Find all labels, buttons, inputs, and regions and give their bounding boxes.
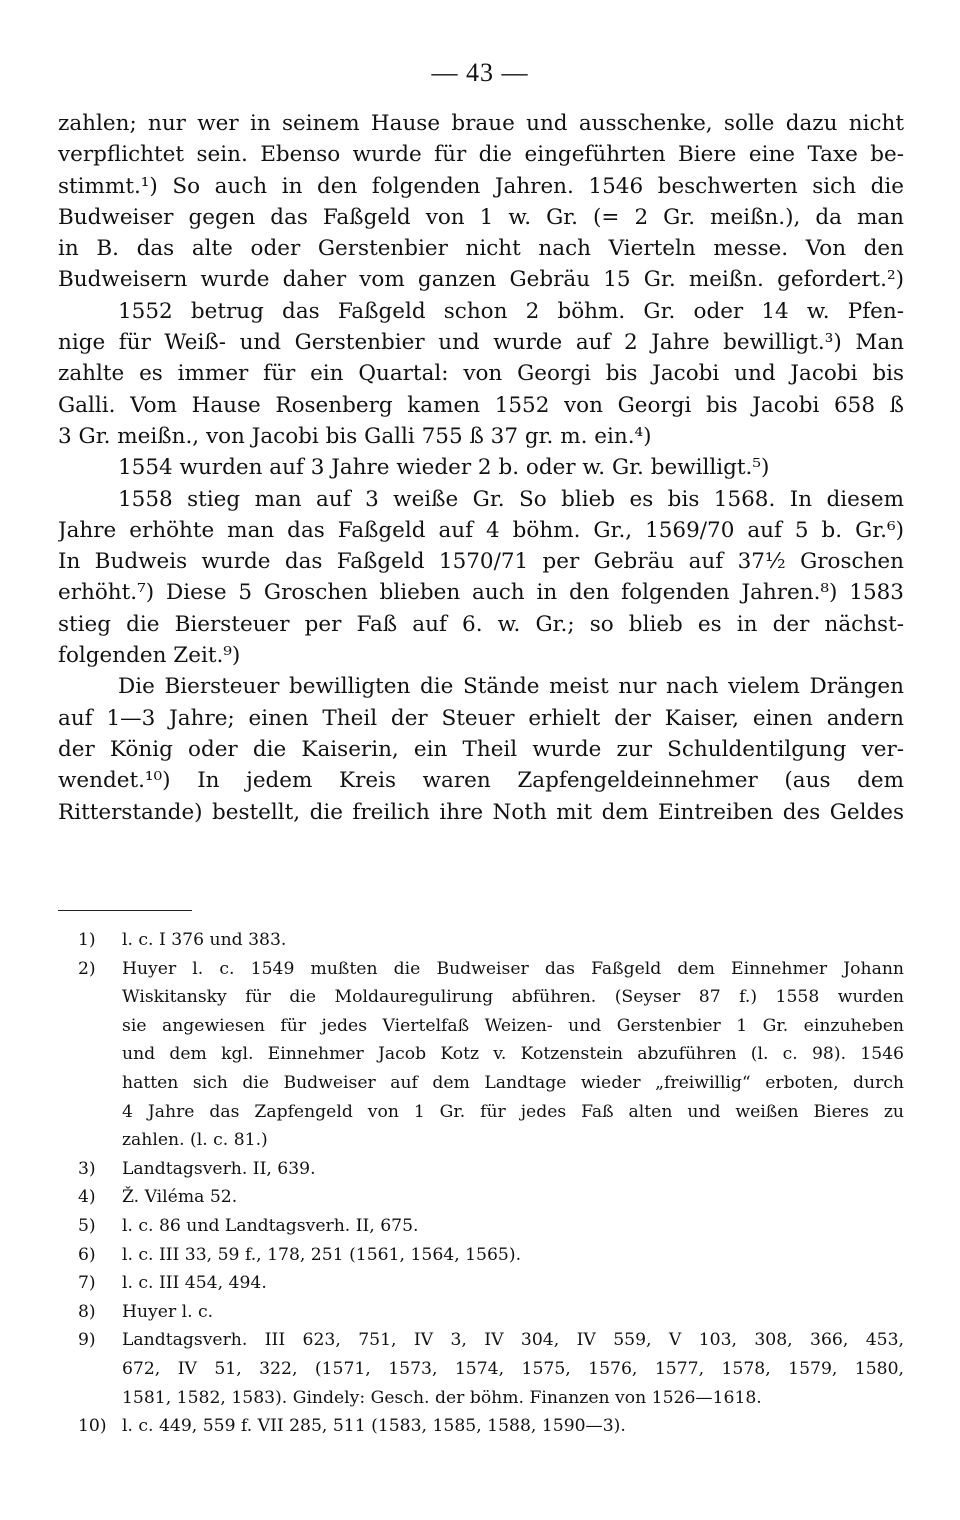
footnote-number: 8)	[78, 1301, 96, 1322]
footnote-text: Huyer l. c.	[122, 1301, 214, 1322]
footnote-text: l. c. I 376 und 383.	[122, 930, 287, 950]
footnotes	[78, 926, 904, 1441]
footnote-text: l. c. III 33, 59 f., 178, 251 (1561, 1564, 1565).	[122, 1244, 522, 1265]
footnote-text: Wiskitansky für die Moldauregulirung abführen. (Seyser 87 f.) 1558 wurden	[122, 987, 904, 1008]
footnote-text: 672, IV 51, 322, (1571, 1573, 1574, 1575, 1576, 1577, 1578, 1579, 1580,	[122, 1358, 904, 1379]
body-line: 1552 betrug das Faßgeld schon 2 böhm. Gr. oder 14 w. Pfen-	[118, 298, 904, 324]
body-line: auf 1—3 Jahre; einen Theil der Steuer erhielt der Kaiser, einen andern	[58, 705, 904, 731]
footnote-divider	[58, 910, 192, 911]
footnote-text: Ž. Viléma 52.	[122, 1187, 238, 1208]
footnote-10	[78, 1412, 904, 1441]
body-line: zahlte es immer für ein Quartal: von Georgi bis Jacobi und Jacobi bis	[58, 361, 904, 387]
footnote-text: sie angewiesen für jedes Viertelfaß Weizen- und Gerstenbier 1 Gr. einzuheben	[122, 1015, 904, 1036]
footnote-text: l. c. 86 und Landtagsverh. II, 675.	[122, 1215, 419, 1236]
body-line: Jahre erhöhte man das Faßgeld auf 4 böhm. Gr., 1569/70 auf 5 b. Gr.⁶)	[58, 517, 904, 543]
body-line: Budweiser gegen das Faßgeld von 1 w. Gr. (= 2 Gr. meißn.), da man	[58, 204, 904, 230]
footnote-text: und dem kgl. Einnehmer Jacob Kotz v. Kotzenstein abzuführen (l. c. 98). 1546	[122, 1044, 904, 1065]
footnote-text: zahlen. (l. c. 81.)	[122, 1130, 268, 1151]
footnote-text: l. c. III 454, 494.	[122, 1273, 267, 1294]
footnote-text: Landtagsverh. II, 639.	[122, 1158, 316, 1179]
footnote-5	[78, 1212, 904, 1241]
footnote-number: 9)	[78, 1330, 96, 1351]
body-line: 1558 stieg man auf 3 weiße Gr. So blieb es bis 1568. In diesem	[118, 486, 904, 512]
footnote-text: l. c. 449, 559 f. VII 285, 511 (1583, 1585, 1588, 1590—3).	[122, 1416, 626, 1437]
footnote-6	[78, 1241, 904, 1270]
body-line: nige für Weiß- und Gerstenbier und wurde auf 2 Jahre bewilligt.³) Man	[58, 330, 904, 356]
footnote-text: hatten sich die Budweiser auf dem Landtage wieder „freiwillig“ erboten, durch	[122, 1072, 904, 1093]
footnote-number: 3)	[78, 1158, 96, 1179]
body-line: Galli. Vom Hause Rosenberg kamen 1552 von Georgi bis Jacobi 658 ß	[58, 392, 904, 418]
body-line: 3 Gr. meißn., von Jacobi bis Galli 755 ß 37 gr. m. ein.⁴)	[58, 423, 652, 449]
footnote-number: 5)	[78, 1215, 96, 1236]
body-line: folgenden Zeit.⁹)	[58, 643, 241, 669]
body-line: erhöht.⁷) Diese 5 Groschen blieben auch in den folgenden Jahren.⁸) 1583	[58, 580, 904, 606]
body-line: in B. das alte oder Gerstenbier nicht nach Vierteln messe. Von den	[58, 236, 904, 262]
footnote-3	[78, 1155, 904, 1184]
body-line: verpflichtet sein. Ebenso wurde für die eingeführten Biere eine Taxe be-	[58, 142, 904, 168]
footnote-number: 7)	[78, 1273, 96, 1294]
footnote-number: 4)	[78, 1187, 96, 1208]
footnote-8	[78, 1298, 904, 1327]
body-line: zahlen; nur wer in seinem Hause braue und ausschenke, solle dazu nicht	[58, 111, 904, 136]
body-line: Die Biersteuer bewilligten die Stände meist nur nach vielem Drängen	[118, 674, 904, 700]
footnote-text: 1581, 1582, 1583). Gindely: Gesch. der böhm. Finanzen von 1526—1618.	[122, 1387, 762, 1408]
footnote-1	[78, 926, 904, 955]
page-number: — 43 —	[431, 58, 529, 87]
body-line: stimmt.¹) So auch in den folgenden Jahren. 1546 beschwerten sich die	[58, 173, 904, 199]
footnote-number: 1)	[78, 930, 96, 950]
body-line: Ritterstande) bestellt, die freilich ihre Noth mit dem Eintreiben des Geldes	[58, 799, 904, 825]
footnote-7	[78, 1269, 904, 1298]
body-line: wendet.¹⁰) In jedem Kreis waren Zapfengeldeinnehmer (aus dem	[58, 768, 904, 794]
footnote-number: 2)	[78, 958, 96, 979]
footnote-number: 10)	[78, 1416, 107, 1437]
footnote-text: Landtagsverh. III 623, 751, IV 3, IV 304, IV 559, V 103, 308, 366, 453,	[122, 1330, 904, 1351]
body-line: stieg die Biersteuer per Faß auf 6. w. Gr.; so blieb es in der nächst-	[58, 611, 904, 637]
body-text	[58, 108, 904, 828]
body-line: der König oder die Kaiserin, ein Theil wurde zur Schuldentilgung ver-	[58, 736, 904, 762]
footnote-text: Huyer l. c. 1549 mußten die Budweiser das Faßgeld dem Einnehmer Johann	[122, 958, 904, 979]
footnote-number: 6)	[78, 1244, 96, 1265]
body-line: In Budweis wurde das Faßgeld 1570/71 per Gebräu auf 37½ Groschen	[58, 549, 904, 575]
footnote-4	[78, 1183, 904, 1212]
footnote-9	[78, 1326, 904, 1412]
footnote-text: 4 Jahre das Zapfengeld von 1 Gr. für jedes Faß alten und weißen Bieres zu	[122, 1101, 904, 1122]
body-line: 1554 wurden auf 3 Jahre wieder 2 b. oder w. Gr. bewilligt.⁵)	[118, 455, 770, 481]
footnote-2	[78, 955, 904, 1155]
body-line: Budweisern wurde daher vom ganzen Gebräu 15 Gr. meißn. gefordert.²)	[58, 267, 904, 293]
